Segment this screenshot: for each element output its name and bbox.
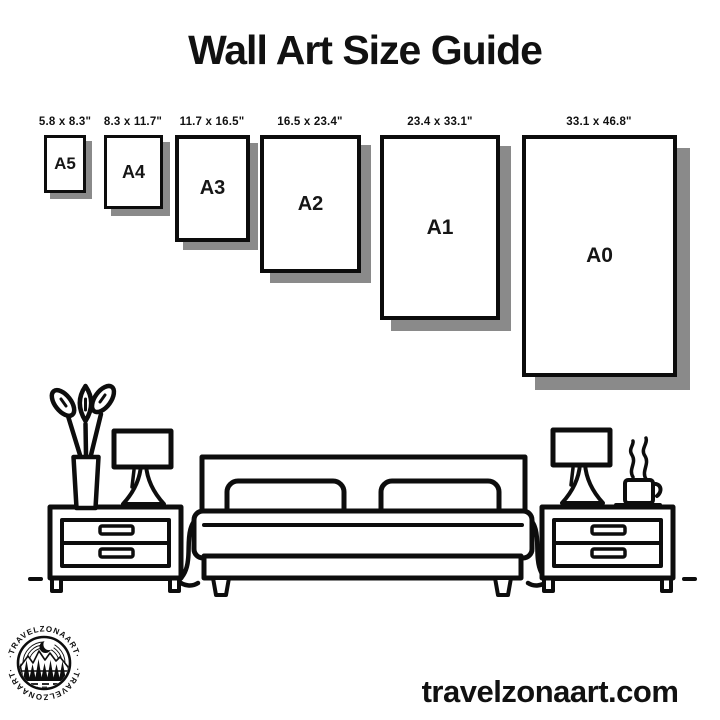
- table-lamp-icon-left: [114, 431, 171, 504]
- frame-size-label-a1: 23.4 x 33.1": [407, 116, 473, 128]
- frame-a3: [175, 135, 250, 242]
- frame-size-label-a0: 33.1 x 46.8": [566, 116, 632, 128]
- frame-letter-a4: A4: [121, 161, 145, 182]
- nightstand-icon-left: [50, 507, 181, 591]
- frame-a1: [380, 135, 500, 320]
- frame-a0: [522, 135, 677, 377]
- frame-letter-a1: A1: [426, 215, 454, 239]
- coffee-cup-icon: [616, 438, 660, 505]
- brand-logo-badge: [0, 616, 92, 716]
- frame-a5: [44, 135, 86, 193]
- logo-arc-text-top: ·TRAVELZONAART·: [5, 624, 83, 659]
- frame-size-label-a4: 8.3 x 11.7": [103, 116, 163, 128]
- logo-arc-text-bottom: ·TRAVELZONAART·: [5, 667, 83, 702]
- potted-plant-icon: [47, 382, 118, 508]
- table-lamp-icon-right: [553, 430, 610, 503]
- frame-letter-a2: A2: [297, 192, 324, 215]
- website-url: travelzonaart.com: [421, 674, 679, 709]
- frame-size-label-a3: 11.7 x 16.5": [179, 116, 245, 128]
- page-title: Wall Art Size Guide: [188, 27, 542, 73]
- frame-letter-a0: A0: [586, 244, 613, 267]
- double-bed-icon: [178, 457, 548, 595]
- frame-size-label-a5: 5.8 x 8.3": [38, 116, 92, 128]
- frame-a4: [104, 135, 163, 209]
- nightstand-icon-right: [542, 507, 673, 591]
- frame-size-label-a2: 16.5 x 23.4": [277, 116, 343, 128]
- bedroom-scene: [0, 373, 720, 605]
- frame-letter-a5: A5: [54, 154, 76, 173]
- frame-letter-a3: A3: [199, 177, 226, 199]
- frame-a2: [260, 135, 361, 273]
